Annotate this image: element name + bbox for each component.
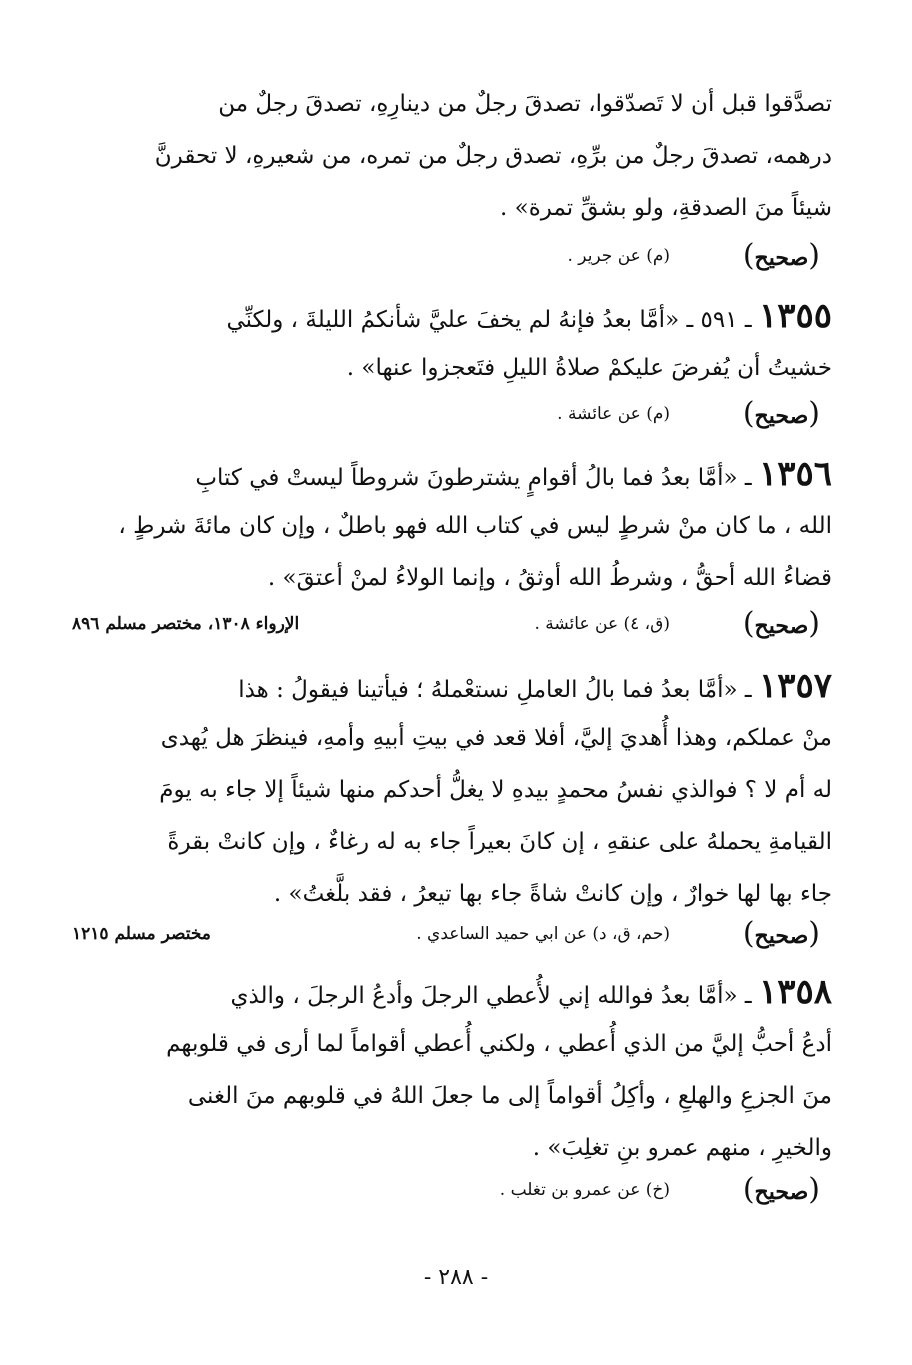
text-line: درهمه، تصدقَ رجلٌ من برِّهِ، تصدق رجلٌ من تمره، من شعيرهِ، لا تحقرنَّ [154,143,832,169]
hadith-text-1355 [72,290,832,394]
text-line: الله ، ما كان منْ شرطٍ ليس في كتاب الله فهو باطلٌ ، وإن كان مائةَ شرطٍ ، [118,513,832,539]
hadith-text-1357 [72,660,832,920]
text-line: خشيتُ أن يُفرضَ عليكمْ صلاةُ الليلِ فتَعجزوا عنها» . [346,355,832,381]
text-line: له أم لا ؟ فوالذي نفسُ محمدٍ بيدهِ لا يغلُّ أحدكم منها شيئاً إلا جاء به يومَ [159,777,832,803]
source-line-1356 [72,602,820,646]
grade-label: (صحيح) [742,396,820,431]
grade-label: (صحيح) [742,238,820,273]
hadith-text-1356 [72,448,832,604]
hadith-text-1358 [72,966,832,1174]
hadith-number: ١٣٥٨ [758,972,832,1012]
text-line: منْ عملكم، وهذا أُهديَ إليَّ، أفلا قعد في بيتِ أبيهِ وأمهِ، فينظرَ هل يُهدى [160,725,832,751]
source-line-1 [72,234,820,278]
text-line: ١٣٥٧ ـ «أمَّا بعدُ فما بالُ العاملِ نستعْملهُ ؛ فيأتينا فيقولُ : هذا [238,666,832,706]
grade-label: (صحيح) [742,916,820,951]
source-line-1358 [72,1168,820,1212]
page-number: - ٢٨٨ - [423,1265,489,1290]
source-citation: (حم، ق، د) عن ابي حميد الساعدي . [416,924,670,944]
text-line: ١٣٥٥ ـ ٥٩١ ـ «أمَّا بعدُ فإنهُ لم يخفَ عليَّ شأنكمُ الليلةَ ، ولكنِّي [226,296,832,336]
text-line: ١٣٥٨ ـ «أمَّا بعدُ فوالله إني لأُعطي الرجلَ وأدعُ الرجلَ ، والذي [230,972,832,1012]
source-line-1355 [72,392,820,436]
text-line: تصدَّقوا قبل أن لا تَصدّقوا، تصدقَ رجلٌ من دينارِهِ، تصدقَ رجلٌ من [218,91,832,117]
text-line: أدعُ أحبُّ إليَّ من الذي أُعطي ، ولكني أُعطي أقواماً لما أرى في قلوبهم [166,1031,832,1057]
grade-label: (صحيح) [742,1172,820,1207]
hadith-text-1 [72,78,832,234]
text-line: والخيرِ ، منهم عمرو بنِ تغلِبَ» . [532,1135,832,1161]
text-line: القيامةِ يحملهُ على عنقهِ ، إن كانَ بعيراً جاء به له رغاءٌ ، وإن كانتْ بقرةً [167,829,832,855]
hadith-number: ١٣٥٥ [758,296,832,336]
text-line: جاء بها لها خوارٌ ، وإن كانتْ شاةً جاء بها تيعرُ ، فقد بلَّغتُ» . [273,881,832,907]
source-citation: (خ) عن عمرو بن تغلب . [499,1180,670,1200]
text-line: قضاءُ الله أحقُّ ، وشرطُ الله أوثقُ ، وإنما الولاءُ لمنْ أعتقَ» . [267,565,832,591]
source-citation: (ق، ٤) عن عائشة . [534,614,670,634]
source-citation: (م) عن جرير . [567,246,670,266]
reference-note: مختصر مسلم ١٢١٥ [72,924,211,944]
text-line: ١٣٥٦ ـ «أمَّا بعدُ فما بالُ أقوامٍ يشترطونَ شروطاً ليستْ في كتابِ [195,454,832,494]
hadith-number: ١٣٥٦ [758,454,832,494]
text-line: منَ الجزعِ والهلعِ ، وأكِلُ أقواماً إلى ما جعلَ اللهُ في قلوبهم منَ الغنى [187,1083,832,1109]
source-line-1357 [72,912,820,956]
source-citation: (م) عن عائشة . [557,404,670,424]
grade-label: (صحيح) [742,606,820,641]
text-line: شيئاً منَ الصدقةِ، ولو بشقِّ تمرة» . [500,195,832,221]
hadith-number: ١٣٥٧ [758,666,832,706]
reference-note: الإرواء ١٣٠٨، مختصر مسلم ٨٩٦ [72,614,300,634]
